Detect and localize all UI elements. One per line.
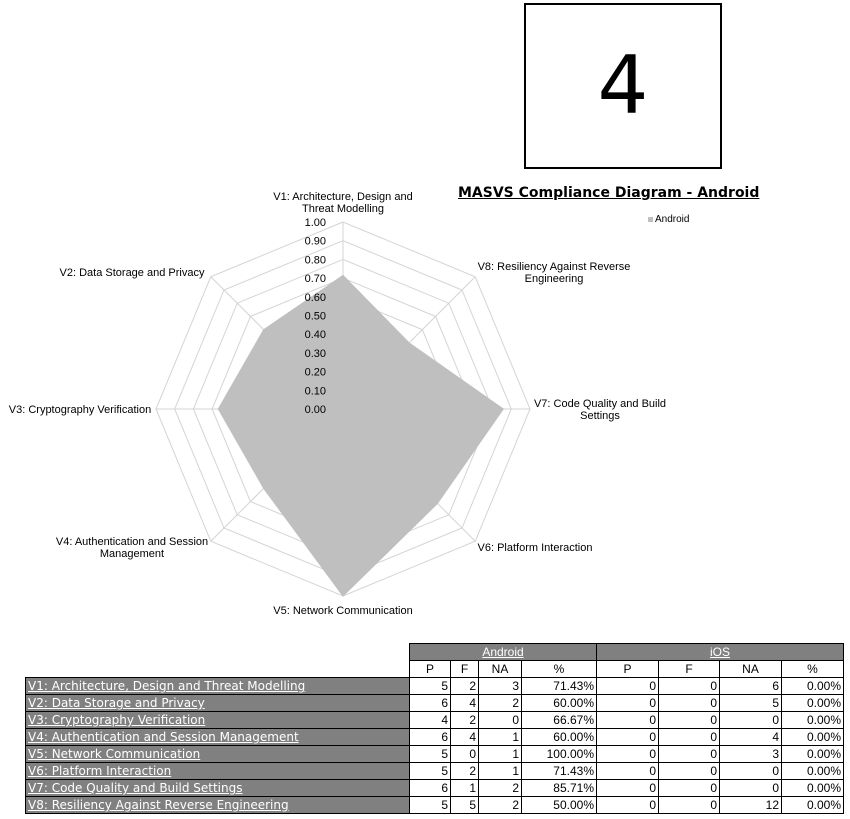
table-group-header-row <box>26 644 844 661</box>
table-cell: 0 <box>659 729 720 746</box>
compliance-table <box>25 643 844 814</box>
row-label[interactable]: V7: Code Quality and Build Settings <box>26 780 410 797</box>
table-cell: 0 <box>659 797 720 814</box>
tick-label: 0.90 <box>304 235 326 248</box>
table-cell: 71.43% <box>522 763 597 780</box>
table-cell: 4 <box>410 712 451 729</box>
table-row <box>26 712 844 729</box>
row-label[interactable]: V4: Authentication and Session Management <box>26 729 410 746</box>
table-row <box>26 746 844 763</box>
table-cell: 5 <box>720 695 782 712</box>
table-cell: 0 <box>597 746 659 763</box>
table-cell: 0 <box>479 712 522 729</box>
table-cell: 3 <box>479 678 522 695</box>
row-label[interactable]: V8: Resiliency Against Reverse Engineering <box>26 797 410 814</box>
axis-category-label: V2: Data Storage and Privacy <box>59 267 205 279</box>
table-cell: 71.43% <box>522 678 597 695</box>
data-point <box>437 503 438 504</box>
table-cell: 0 <box>720 763 782 780</box>
column-header: NA <box>720 661 782 678</box>
tick-label: 0.50 <box>304 310 326 323</box>
group-header-ios: iOS <box>597 644 844 661</box>
table-cell: 5 <box>451 797 479 814</box>
table-cell: 0.00% <box>782 678 844 695</box>
table-cell: 0.00% <box>782 780 844 797</box>
table-cell: 0 <box>720 780 782 797</box>
table-body <box>26 678 844 814</box>
legend-label: Android <box>655 214 690 225</box>
row-label[interactable]: V6: Platform Interaction <box>26 763 410 780</box>
data-point <box>343 275 344 276</box>
column-header: % <box>522 661 597 678</box>
tick-label: 1.00 <box>304 217 326 229</box>
column-header: % <box>782 661 844 678</box>
data-point <box>409 342 410 343</box>
axis-category-label: Management <box>99 548 165 560</box>
table-cell: 6 <box>410 729 451 746</box>
tick-label: 0.80 <box>304 254 326 267</box>
score-value: 4 <box>597 39 649 132</box>
table-cell: 0 <box>659 712 720 729</box>
table-cell: 0 <box>659 763 720 780</box>
table-cell: 66.67% <box>522 712 597 729</box>
column-header: F <box>659 661 720 678</box>
table-cell: 100.00% <box>522 746 597 763</box>
table-corner <box>26 644 410 661</box>
column-header: F <box>451 661 479 678</box>
table-cell: 0 <box>597 678 659 695</box>
table-cell: 2 <box>479 797 522 814</box>
table-cell: 0.00% <box>782 763 844 780</box>
table-cell: 0 <box>597 712 659 729</box>
table-cell: 60.00% <box>522 729 597 746</box>
table-cell: 2 <box>451 763 479 780</box>
table-cell: 6 <box>720 678 782 695</box>
column-header: NA <box>479 661 522 678</box>
table-cell: 2 <box>451 678 479 695</box>
table-column-header-row <box>26 661 844 678</box>
tick-label: 0.40 <box>304 329 326 342</box>
table-cell: 0 <box>659 780 720 797</box>
row-label[interactable]: V2: Data Storage and Privacy <box>26 695 410 712</box>
axis-category-label: V1: Architecture, Design and <box>273 191 413 203</box>
table-cell: 60.00% <box>522 695 597 712</box>
table-cell: 0.00% <box>782 746 844 763</box>
table-cell: 1 <box>479 746 522 763</box>
tick-label: 0.10 <box>304 385 326 398</box>
table-cell: 1 <box>451 780 479 797</box>
data-point <box>343 596 344 597</box>
table-cell: 5 <box>410 746 451 763</box>
axis-category-label: V3: Cryptography Verification <box>8 404 152 416</box>
table-cell: 4 <box>451 695 479 712</box>
table-cell: 0 <box>659 746 720 763</box>
table-cell: 0.00% <box>782 797 844 814</box>
tick-label: 0.60 <box>304 291 326 304</box>
table-cell: 3 <box>720 746 782 763</box>
axis-category-label: V6: Platform Interaction <box>477 542 593 554</box>
table-cell: 0 <box>720 712 782 729</box>
table-cell: 5 <box>410 797 451 814</box>
table-cell: 5 <box>410 678 451 695</box>
table-cell: 0.00% <box>782 712 844 729</box>
data-point <box>503 409 504 410</box>
table-row <box>26 729 844 746</box>
table-cell: 4 <box>451 729 479 746</box>
table-cell: 0 <box>597 797 659 814</box>
table-cell: 2 <box>451 712 479 729</box>
table-cell: 0 <box>597 729 659 746</box>
chart-title: MASVS Compliance Diagram - Android <box>458 185 760 201</box>
table-cell: 0 <box>451 746 479 763</box>
table-cell: 0 <box>659 678 720 695</box>
table-row <box>26 678 844 695</box>
axis-category-label: Settings <box>580 410 620 422</box>
axis-category-label: V4: Authentication and Session <box>55 536 209 548</box>
row-label[interactable]: V5: Network Communication <box>26 746 410 763</box>
table-row <box>26 695 844 712</box>
axis-category-label: V5: Network Communication <box>273 605 413 617</box>
table-cell: 6 <box>410 695 451 712</box>
table-cell: 1 <box>479 763 522 780</box>
table-cell: 1 <box>479 729 522 746</box>
data-point <box>263 488 264 489</box>
score-box <box>524 3 722 169</box>
column-header: P <box>597 661 659 678</box>
table-cell: 0 <box>597 763 659 780</box>
table-corner <box>26 661 410 678</box>
table-cell: 0.00% <box>782 695 844 712</box>
table-row <box>26 797 844 814</box>
table-cell: 50.00% <box>522 797 597 814</box>
table-row <box>26 763 844 780</box>
tick-label: 0.00 <box>304 404 326 416</box>
radar-chart <box>0 180 850 630</box>
data-point <box>218 409 219 410</box>
table-cell: 5 <box>410 763 451 780</box>
table-cell: 6 <box>410 780 451 797</box>
data-point <box>263 329 264 330</box>
table-cell: 2 <box>479 695 522 712</box>
tick-label: 0.70 <box>304 273 326 286</box>
group-header-android: Android <box>410 644 597 661</box>
tick-label: 0.20 <box>304 366 326 379</box>
series-android-area <box>218 275 503 596</box>
row-label[interactable]: V3: Cryptography Verification <box>26 712 410 729</box>
axis-category-label: Engineering <box>524 273 584 285</box>
table-cell: 0.00% <box>782 729 844 746</box>
table-cell: 85.71% <box>522 780 597 797</box>
table-row <box>26 780 844 797</box>
table-cell: 0 <box>597 695 659 712</box>
table-cell: 0 <box>659 695 720 712</box>
table-cell: 4 <box>720 729 782 746</box>
axis-category-label: V7: Code Quality and Build <box>533 398 667 410</box>
table-cell: 12 <box>720 797 782 814</box>
row-label[interactable]: V1: Architecture, Design and Threat Modelling <box>26 678 410 695</box>
table-cell: 0 <box>597 780 659 797</box>
axis-category-label: V8: Resiliency Against Reverse <box>477 261 631 273</box>
column-header: P <box>410 661 451 678</box>
tick-label: 0.30 <box>304 347 326 360</box>
table-cell: 2 <box>479 780 522 797</box>
axis-category-label: Threat Modelling <box>302 203 384 215</box>
